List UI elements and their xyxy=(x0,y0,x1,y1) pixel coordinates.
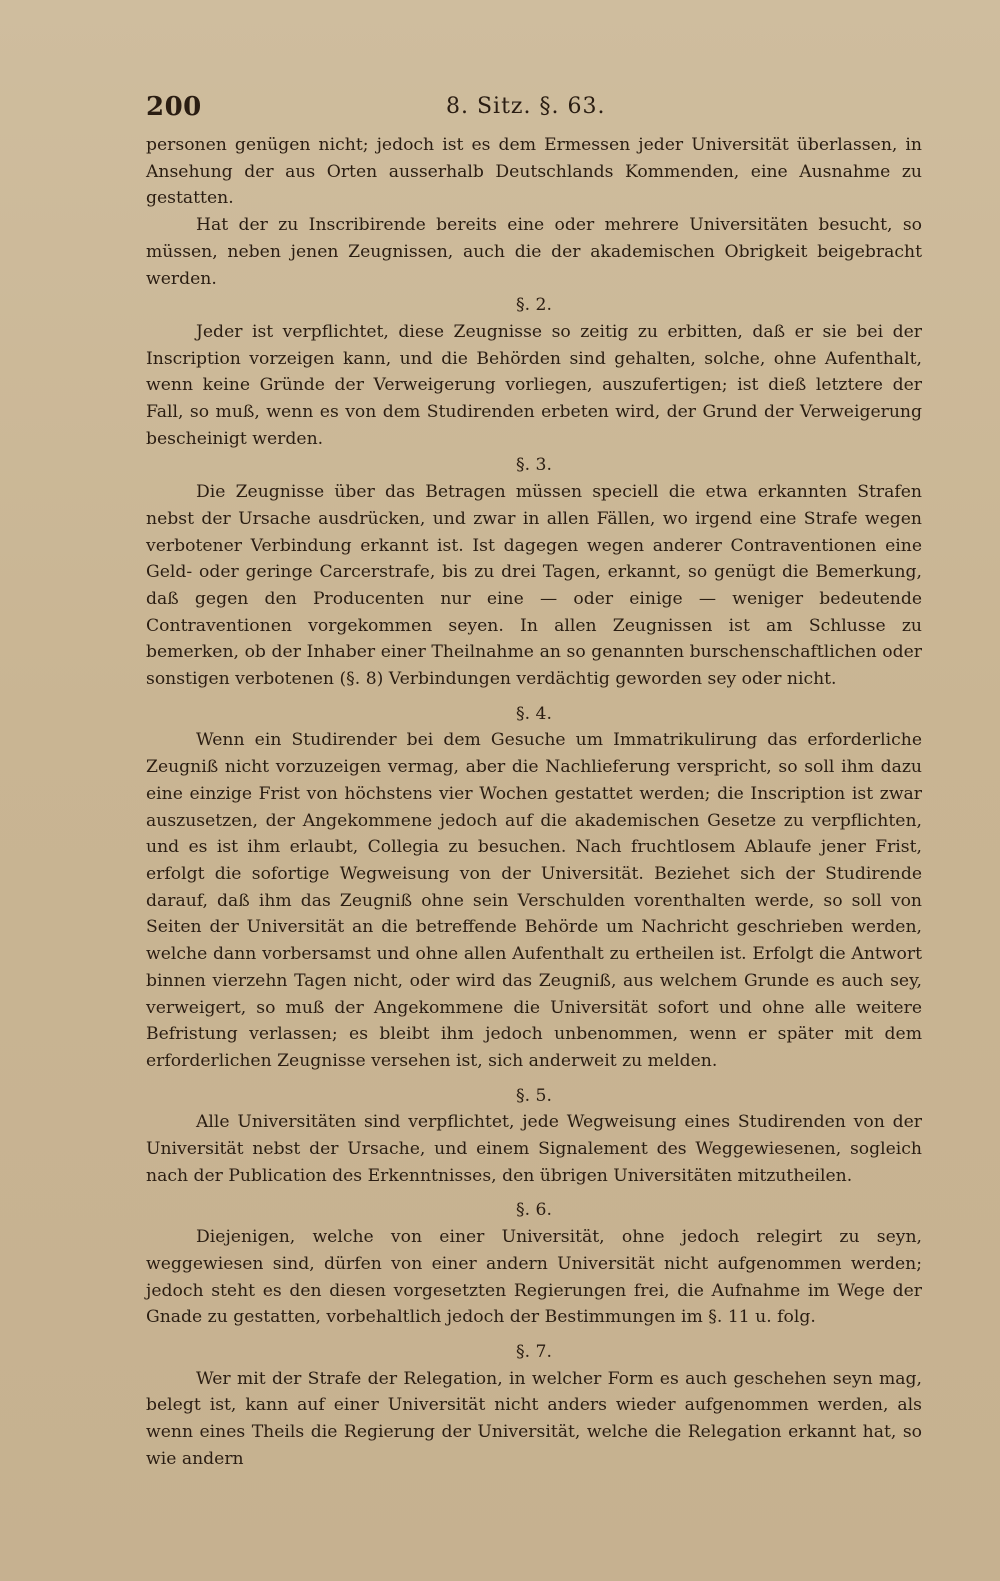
page-header xyxy=(146,92,922,128)
section-heading: §. 6. xyxy=(516,1200,552,1221)
page-number: 200 xyxy=(146,92,202,122)
section-heading: §. 4. xyxy=(516,703,552,724)
section-heading: §. 7. xyxy=(516,1341,552,1362)
body-text xyxy=(146,132,922,1472)
paragraph: Die Zeugnisse über das Betragen müssen speciell die etwa erkannten Strafen nebst der Ursache ausdrücken, und zwar in allen Fällen, wo irgend eine Strafe wegen verbotener Verbindung erkannt ist. Ist dagegen wegen anderer Contraventionen eine Geld- oder geringe Carcerstrafe, bis zu drei Tagen, erkannt, so genügt die Bemerkung, daß gegen den Producenten nur eine — oder einige — weniger bedeutende Contraventionen vorgekommen seyen. In allen Zeugnissen ist am Schlusse zu bemerken, ob der Inhaber einer Theilnahme an so genannten burschenschaftlichen oder sonstigen verbotenen (§. 8) Verbindungen verdächtig geworden sey oder nicht. xyxy=(146,482,922,690)
section-heading: §. 5. xyxy=(516,1085,552,1106)
running-head: 8. Sitz. §. 63. xyxy=(446,94,606,119)
section-heading: §. 3. xyxy=(516,455,552,476)
section-heading: §. 2. xyxy=(516,295,552,316)
paragraph: Jeder ist verpflichtet, diese Zeugnisse so zeitig zu erbitten, daß er sie bei der Inscription vorzeigen kann, und die Behörden sind gehalten, solche, ohne Aufenthalt, wenn keine Gründe der Verweigerung vorliegen, auszufertigen; ist dieß letztere der Fall, so muß, wenn es von dem Studirenden erbeten wird, der Grund der Verweigerung bescheinigt werden. xyxy=(146,321,922,449)
paragraph: Diejenigen, welche von einer Universität, ohne jedoch relegirt zu seyn, weggewiesen sind, dürfen von einer andern Universität nicht aufgenommen werden; jedoch steht es den diesen vorgesetzten Regierungen frei, die Aufnahme im Wege der Gnade zu gestatten, vorbehaltlich jedoch der Bestimmungen im §. 11 u. folg. xyxy=(146,1227,922,1328)
paragraph: Hat der zu Inscribirende bereits eine oder mehrere Universitäten besucht, so müssen, neben jenen Zeugnissen, auch die der akademischen Obrigkeit beigebracht werden. xyxy=(146,215,922,289)
paragraph: Alle Universitäten sind verpflichtet, jede Wegweisung eines Studirenden von der Universität nebst der Ursache, und einem Signalement des Weggewiesenen, sogleich nach der Publication des Erkenntnisses, den übrigen Universitäten mitzutheilen. xyxy=(146,1112,922,1186)
paragraph: Wer mit der Strafe der Relegation, in welcher Form es auch geschehen seyn mag, belegt ist, kann auf einer Universität nicht anders wieder aufgenommen werden, als wenn eines Theils die Regierung der Universität, welche die Relegation erkannt hat, so wie andern xyxy=(146,1368,922,1469)
paragraph: Wenn ein Studirender bei dem Gesuche um Immatrikulirung das erforderliche Zeugniß nicht vorzuzeigen vermag, aber die Nachlieferung verspricht, so soll ihm dazu eine einzige Frist von höchstens vier Wochen gestattet werden; die Inscription ist zwar auszusetzen, der Angekommene jedoch auf die akademischen Gesetze zu verpflichten, und es ist ihm erlaubt, Collegia zu besuchen. Nach fruchtlosem Ablaufe jener Frist, erfolgt die sofortige Wegweisung von der Universität. Beziehet sich der Studirende darauf, daß ihm das Zeugniß ohne sein Verschulden vorenthalten werde, so soll von Seiten der Universität an die betreffende Behörde um Nachricht geschrieben werden, welche dann vorbersamst und ohne allen Aufenthalt zu ertheilen ist. Erfolgt die Antwort binnen vierzehn Tagen nicht, oder wird das Zeugniß, aus welchem Grunde es auch sey, verweigert, so muß der Angekommene die Universität sofort und ohne alle weitere Befristung verlassen; es bleibt ihm jedoch unbenommen, wenn er später mit dem erforderlichen Zeugnisse versehen ist, sich anderweit zu melden. xyxy=(146,730,922,1071)
paragraph: personen genügen nicht; jedoch ist es dem Ermessen jeder Universität überlassen, in Ansehung der aus Orten ausserhalb Deutschlands Kommenden, eine Ausnahme zu gestatten. xyxy=(146,135,922,209)
